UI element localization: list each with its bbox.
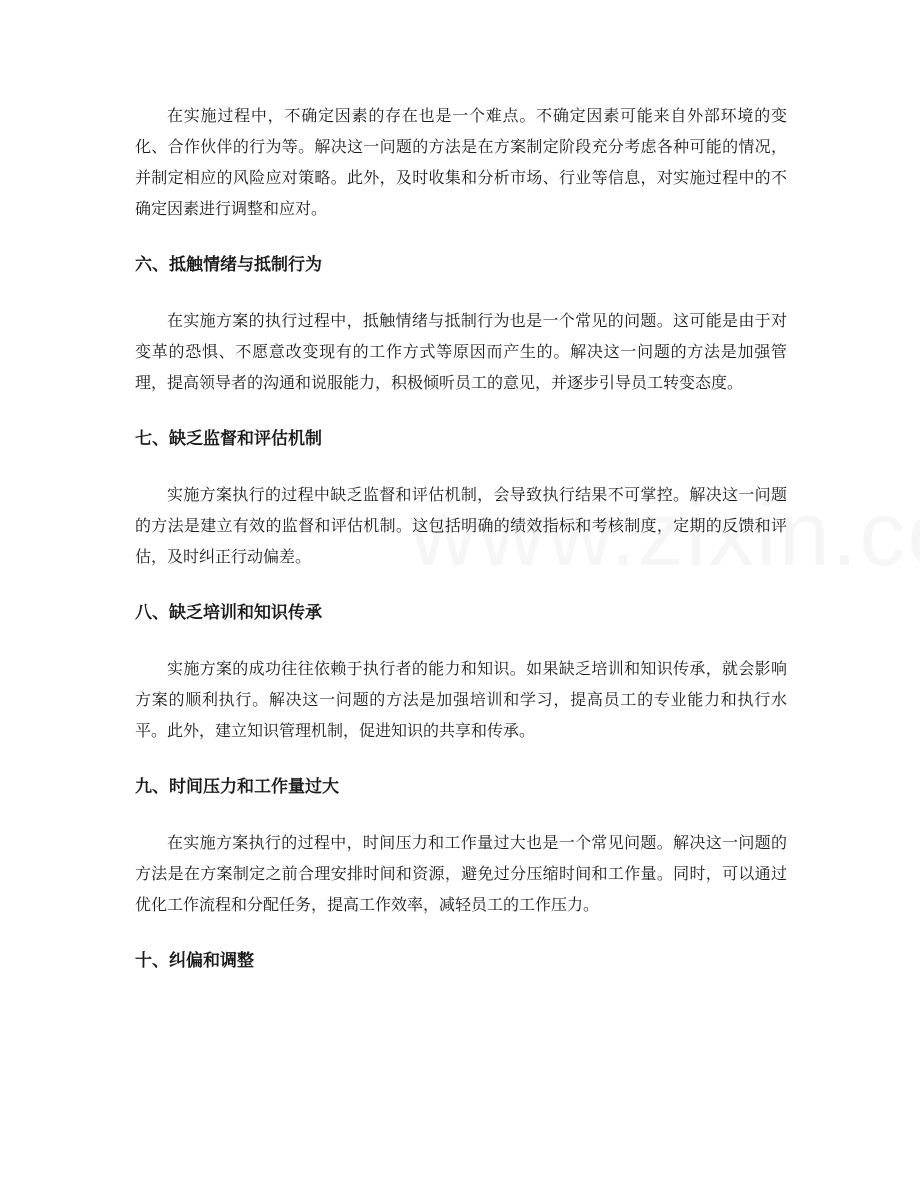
- paragraph-uncertainty: 在实施过程中，不确定因素的存在也是一个难点。不确定因素可能来自外部环境的变化、合作伙伴的行为等。解决这一问题的方法是在方案制定阶段充分考虑各种可能的情况，并制定相应的风险应对策略。此外，及时收集和分析市场、行业等信息，对实施过程中的不确定因素进行调整和应对。: [135, 106, 787, 218]
- paragraph-section-6: 在实施方案的执行过程中，抵触情绪与抵制行为也是一个常见的问题。这可能是由于对变革的恐惧、不愿意改变现有的工作方式等原因而产生的。解决这一问题的方法是加强管理，提高领导者的沟通和说服能力，积极倾听员工的意见，并逐步引导员工转变态度。: [135, 311, 787, 392]
- heading-section-7: 七、缺乏监督和评估机制: [135, 429, 322, 449]
- paragraph-section-8: 实施方案的成功往往依赖于执行者的能力和知识。如果缺乏培训和知识传承，就会影响方案的顺利执行。解决这一问题的方法是加强培训和学习，提高员工的专业能力和执行水平。此外，建立知识管理机制，促进知识的共享和传承。: [135, 659, 787, 740]
- heading-section-8: 八、缺乏培训和知识传承: [135, 603, 322, 623]
- document-body: [135, 100, 787, 977]
- heading-section-6: 六、抵触情绪与抵制行为: [135, 255, 322, 275]
- paragraph-section-9: 在实施方案执行的过程中，时间压力和工作量过大也是一个常见问题。解决这一问题的方法是在方案制定之前合理安排时间和资源，避免过分压缩时间和工作量。同时，可以通过优化工作流程和分配任务，提高工作效率，减轻员工的工作压力。: [135, 833, 787, 914]
- heading-section-10: 十、纠偏和调整: [135, 951, 254, 971]
- paragraph-section-7: 实施方案执行的过程中缺乏监督和评估机制，会导致执行结果不可掌控。解决这一问题的方法是建立有效的监督和评估机制。这包括明确的绩效指标和考核制度，定期的反馈和评估，及时纠正行动偏差。: [135, 485, 787, 566]
- heading-section-9: 九、时间压力和工作量过大: [135, 777, 339, 797]
